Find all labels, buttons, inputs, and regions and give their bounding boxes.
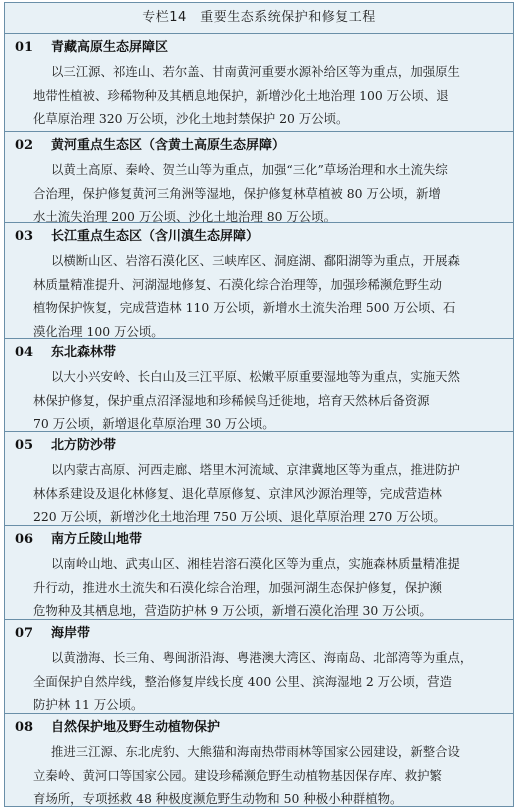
body-line: 立秦岭、黄河口等国家公园。建设珍稀濒危野生动植物基因保存库、救护繁 [33, 767, 442, 783]
body-line: 全面保护自然岸线，整治修复岸线长度 400 公里、滨海湿地 2 万公顷，营造 [33, 673, 453, 689]
body-line: 漠化治理 100 万公顷。 [33, 323, 164, 339]
section-southern-hills [5, 526, 513, 620]
body-line: 以内蒙古高原、河西走廊、塔里木河流域、京津冀地区等为重点，推进防护 [51, 462, 460, 477]
section-body [15, 158, 503, 223]
section-northern-sand-prevention [5, 432, 513, 526]
section-number: 08 [15, 720, 34, 735]
body-line: 70 万公顷，新增退化草原治理 30 万公顷。 [33, 416, 275, 431]
section-title: 青藏高原生态屏障区 [51, 40, 169, 55]
section-coastal-zone [5, 620, 513, 714]
body-line: 危物种及其栖息地，营造防护林 9 万公顷，新增石漠化治理 30 万公顷。 [33, 603, 432, 618]
section-yellow-river [5, 132, 513, 223]
body-line: 以大小兴安岭、长白山及三江平原、松嫩平原重要湿地等为重点，实施天然 [51, 369, 460, 384]
body-line: 以南岭山地、武夷山区、湘桂岩溶石漠化区等为重点，实施森林质量精准提 [51, 556, 460, 571]
section-title: 长江重点生态区（含川滇生态屏障） [51, 229, 260, 244]
section-title: 南方丘陵山地带 [51, 532, 143, 547]
body-line: 220 万公顷，新增沙化土地治理 750 万公顷、退化草原治理 270 万公顷。 [33, 509, 446, 524]
body-line: 以黄渤海、长三角、粤闽浙沿海、粤港澳大湾区、海南岛、北部湾等为重点， [51, 650, 473, 665]
section-body [15, 60, 503, 131]
body-line: 以横断山区、岩溶石漠化区、三峡库区、洞庭湖、鄱阳湖等为重点，开展森 [51, 253, 460, 268]
section-title: 自然保护地及野生动植物保护 [51, 720, 221, 735]
section-body [15, 365, 503, 432]
section-northeast-forest [5, 339, 513, 432]
body-line: 以黄土高原、秦岭、贺兰山等为重点，加强“三化”草场治理和水土流失综 [51, 162, 448, 177]
feature-box [4, 2, 514, 807]
section-title: 海岸带 [51, 626, 91, 641]
section-title: 北方防沙带 [51, 438, 117, 453]
section-qinghai-tibet-plateau [5, 34, 513, 132]
section-number: 01 [15, 40, 34, 55]
section-body [15, 552, 503, 620]
section-body [15, 646, 503, 714]
section-number: 06 [15, 532, 34, 547]
body-line: 地带性植被、珍稀物种及其栖息地保护，新增沙化土地治理 100 万公顷、退 [33, 87, 449, 103]
section-body [15, 740, 503, 807]
section-protected-areas-wildlife [5, 714, 513, 807]
section-title: 东北森林带 [51, 345, 117, 360]
body-line: 林体系建设及退化林修复、退化草原修复、京津风沙源治理等，完成营造林 [33, 485, 442, 501]
section-body [15, 458, 503, 526]
body-line: 以三江源、祁连山、若尔盖、甘南黄河重要水源补给区等为重点，加强原生 [51, 64, 460, 79]
body-line: 防护林 11 万公顷。 [33, 697, 144, 712]
body-line: 升行动，推进水土流失和石漠化综合治理，加强河湖生态保护修复，保护濒 [33, 579, 442, 595]
section-title: 黄河重点生态区（含黄土高原生态屏障） [51, 138, 286, 153]
section-number: 04 [15, 345, 34, 360]
body-line: 植物保护恢复，完成营造林 110 万公顷，新增水土流失治理 500 万公顷、石 [33, 300, 456, 315]
body-line: 合治理，保护修复黄河三角洲等湿地，保护修复林草植被 80 万公顷，新增 [33, 185, 441, 201]
body-line: 育场所，专项拯救 48 种极度濒危野生动物和 50 种极小种群植物。 [33, 791, 403, 806]
body-line: 林质量精准提升、河湖湿地修复、石漠化综合治理等，加强珍稀濒危野生动 [33, 276, 442, 292]
section-number: 02 [15, 138, 34, 153]
box-title: 专栏14 重要生态系统保护和修复工程 [5, 3, 513, 34]
section-number: 03 [15, 229, 34, 244]
section-number: 07 [15, 626, 34, 641]
section-yangtze-river [5, 223, 513, 339]
body-line: 林保护修复，保护重点沼泽湿地和珍稀候鸟迁徙地，培育天然林后备资源 [33, 392, 430, 408]
section-number: 05 [15, 438, 34, 453]
section-body [15, 249, 503, 339]
body-line: 水土流失治理 200 万公顷、沙化土地治理 80 万公顷。 [33, 209, 336, 223]
body-line: 推进三江源、东北虎豹、大熊猫和海南热带雨林等国家公园建设，新整合设 [51, 744, 460, 759]
body-line: 化草原治理 320 万公顷，沙化土地封禁保护 20 万公顷。 [33, 111, 349, 126]
